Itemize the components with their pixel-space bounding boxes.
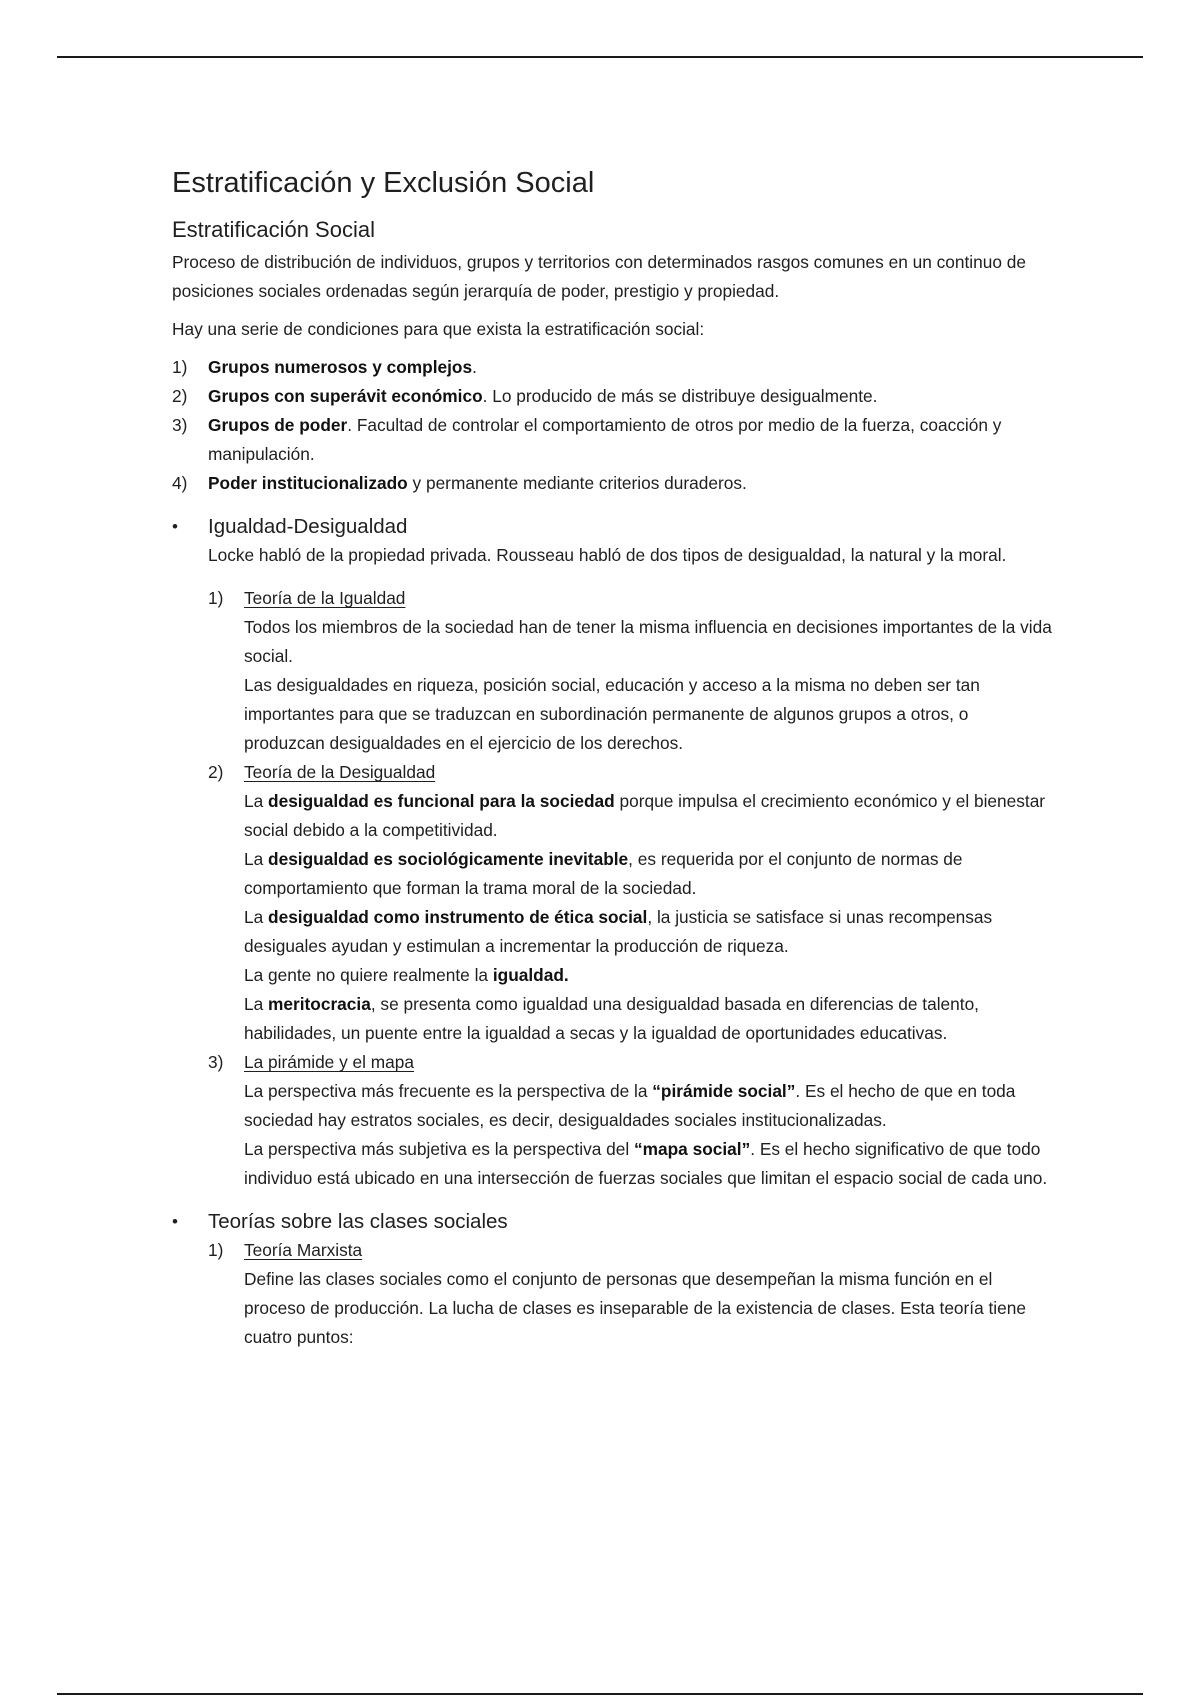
bullet-clases	[172, 1207, 1052, 1352]
list-item: 3) Grupos de poder. Facultad de controlar el comportamiento de otros por medio de la fuerza, coacción y manipulación.	[172, 415, 1002, 465]
theory-title: Teoría Marxista	[244, 1240, 363, 1261]
list-item: 1) Teoría de la Igualdad Todos los miembros de la sociedad han de tener la misma influencia en decisiones importantes de la vida social. Las desigualdades en riqueza, posición social, educación y acceso a la misma no deben ser tan importantes para que se traduzcan en subordinación permanente de algunos grupos a otros, o produzcan desigualdades en el ejercicio de los derechos.	[208, 588, 1052, 754]
list-item: 1) Teoría Marxista Define las clases sociales como el conjunto de personas que desempeñan la misma función en el proceso de producción. La lucha de clases es inseparable de la existencia de clases. Esta teoría tiene cuatro puntos:	[208, 1240, 1026, 1348]
document-page	[172, 166, 1052, 1352]
intro-paragraph: Proceso de distribución de individuos, grupos y territorios con determinados rasgos comunes en un continuo de posiciones sociales ordenadas según jerarquía de poder, prestigio y propiedad.	[172, 252, 1026, 302]
list-item: 2) Grupos con superávit económico. Lo producido de más se distribuye desigualmente.	[172, 386, 878, 407]
theory-title: La pirámide y el mapa	[244, 1052, 415, 1073]
list-item: 1) Grupos numerosos y complejos.	[172, 357, 477, 378]
document-title: Estratificación y Exclusión Social	[172, 167, 595, 199]
top-rule	[57, 56, 1143, 58]
igualdad-intro: Locke habló de la propiedad privada. Rousseau habló de dos tipos de desigualdad, la natural y la moral.	[208, 545, 1007, 566]
theory-title: Teoría de la Desigualdad	[244, 762, 436, 783]
igualdad-theories	[208, 584, 1052, 1193]
conditions-lead: Hay una serie de condiciones para que exista la estratificación social:	[172, 319, 705, 340]
bottom-rule	[57, 1693, 1143, 1695]
section-heading: Estratificación Social	[172, 216, 375, 242]
bullet-icon: •	[172, 517, 178, 537]
bullet-icon: •	[172, 1212, 178, 1232]
bullet-igualdad	[172, 512, 1052, 1193]
theory-title: Teoría de la Igualdad	[244, 588, 406, 609]
conditions-list	[172, 353, 1052, 498]
bullet-title-igualdad: Igualdad-Desigualdad	[208, 515, 408, 539]
list-item: 2) Teoría de la Desigualdad La desigualdad es funcional para la sociedad porque impulsa el crecimiento económico y el bienestar social debido a la competitividad. La desigualdad es sociológicamente inevitable, es requerida por el conjunto de normas de comportamiento que forman la trama moral de la sociedad. La desigualdad como instrumento de ética social, la justicia se satisface si unas recompensas desiguales ayudan y estimulan a incrementar la producción de riqueza. La gente no quiere realmente la igualdad. La meritocracia, se presenta como igualdad una desigualdad basada en diferencias de talento, habilidades, un puente entre la igualdad a secas y la igualdad de oportunidades educativas.	[208, 762, 1046, 1044]
list-item: 4) Poder institucionalizado y permanente mediante criterios duraderos.	[172, 473, 747, 494]
bullet-title-clases: Teorías sobre las clases sociales	[208, 1210, 508, 1234]
clases-theories	[208, 1236, 1052, 1352]
list-item: 3) La pirámide y el mapa La perspectiva más frecuente es la perspectiva de la “pirámide social”. Es el hecho de que en toda sociedad hay estratos sociales, es decir, desigualdades sociales institucionalizadas. La perspectiva más subjetiva es la perspectiva del “mapa social”. Es el hecho significativo de que todo individuo está ubicado en una intersección de fuerzas sociales que limitan el espacio social de cada uno.	[208, 1052, 1048, 1189]
